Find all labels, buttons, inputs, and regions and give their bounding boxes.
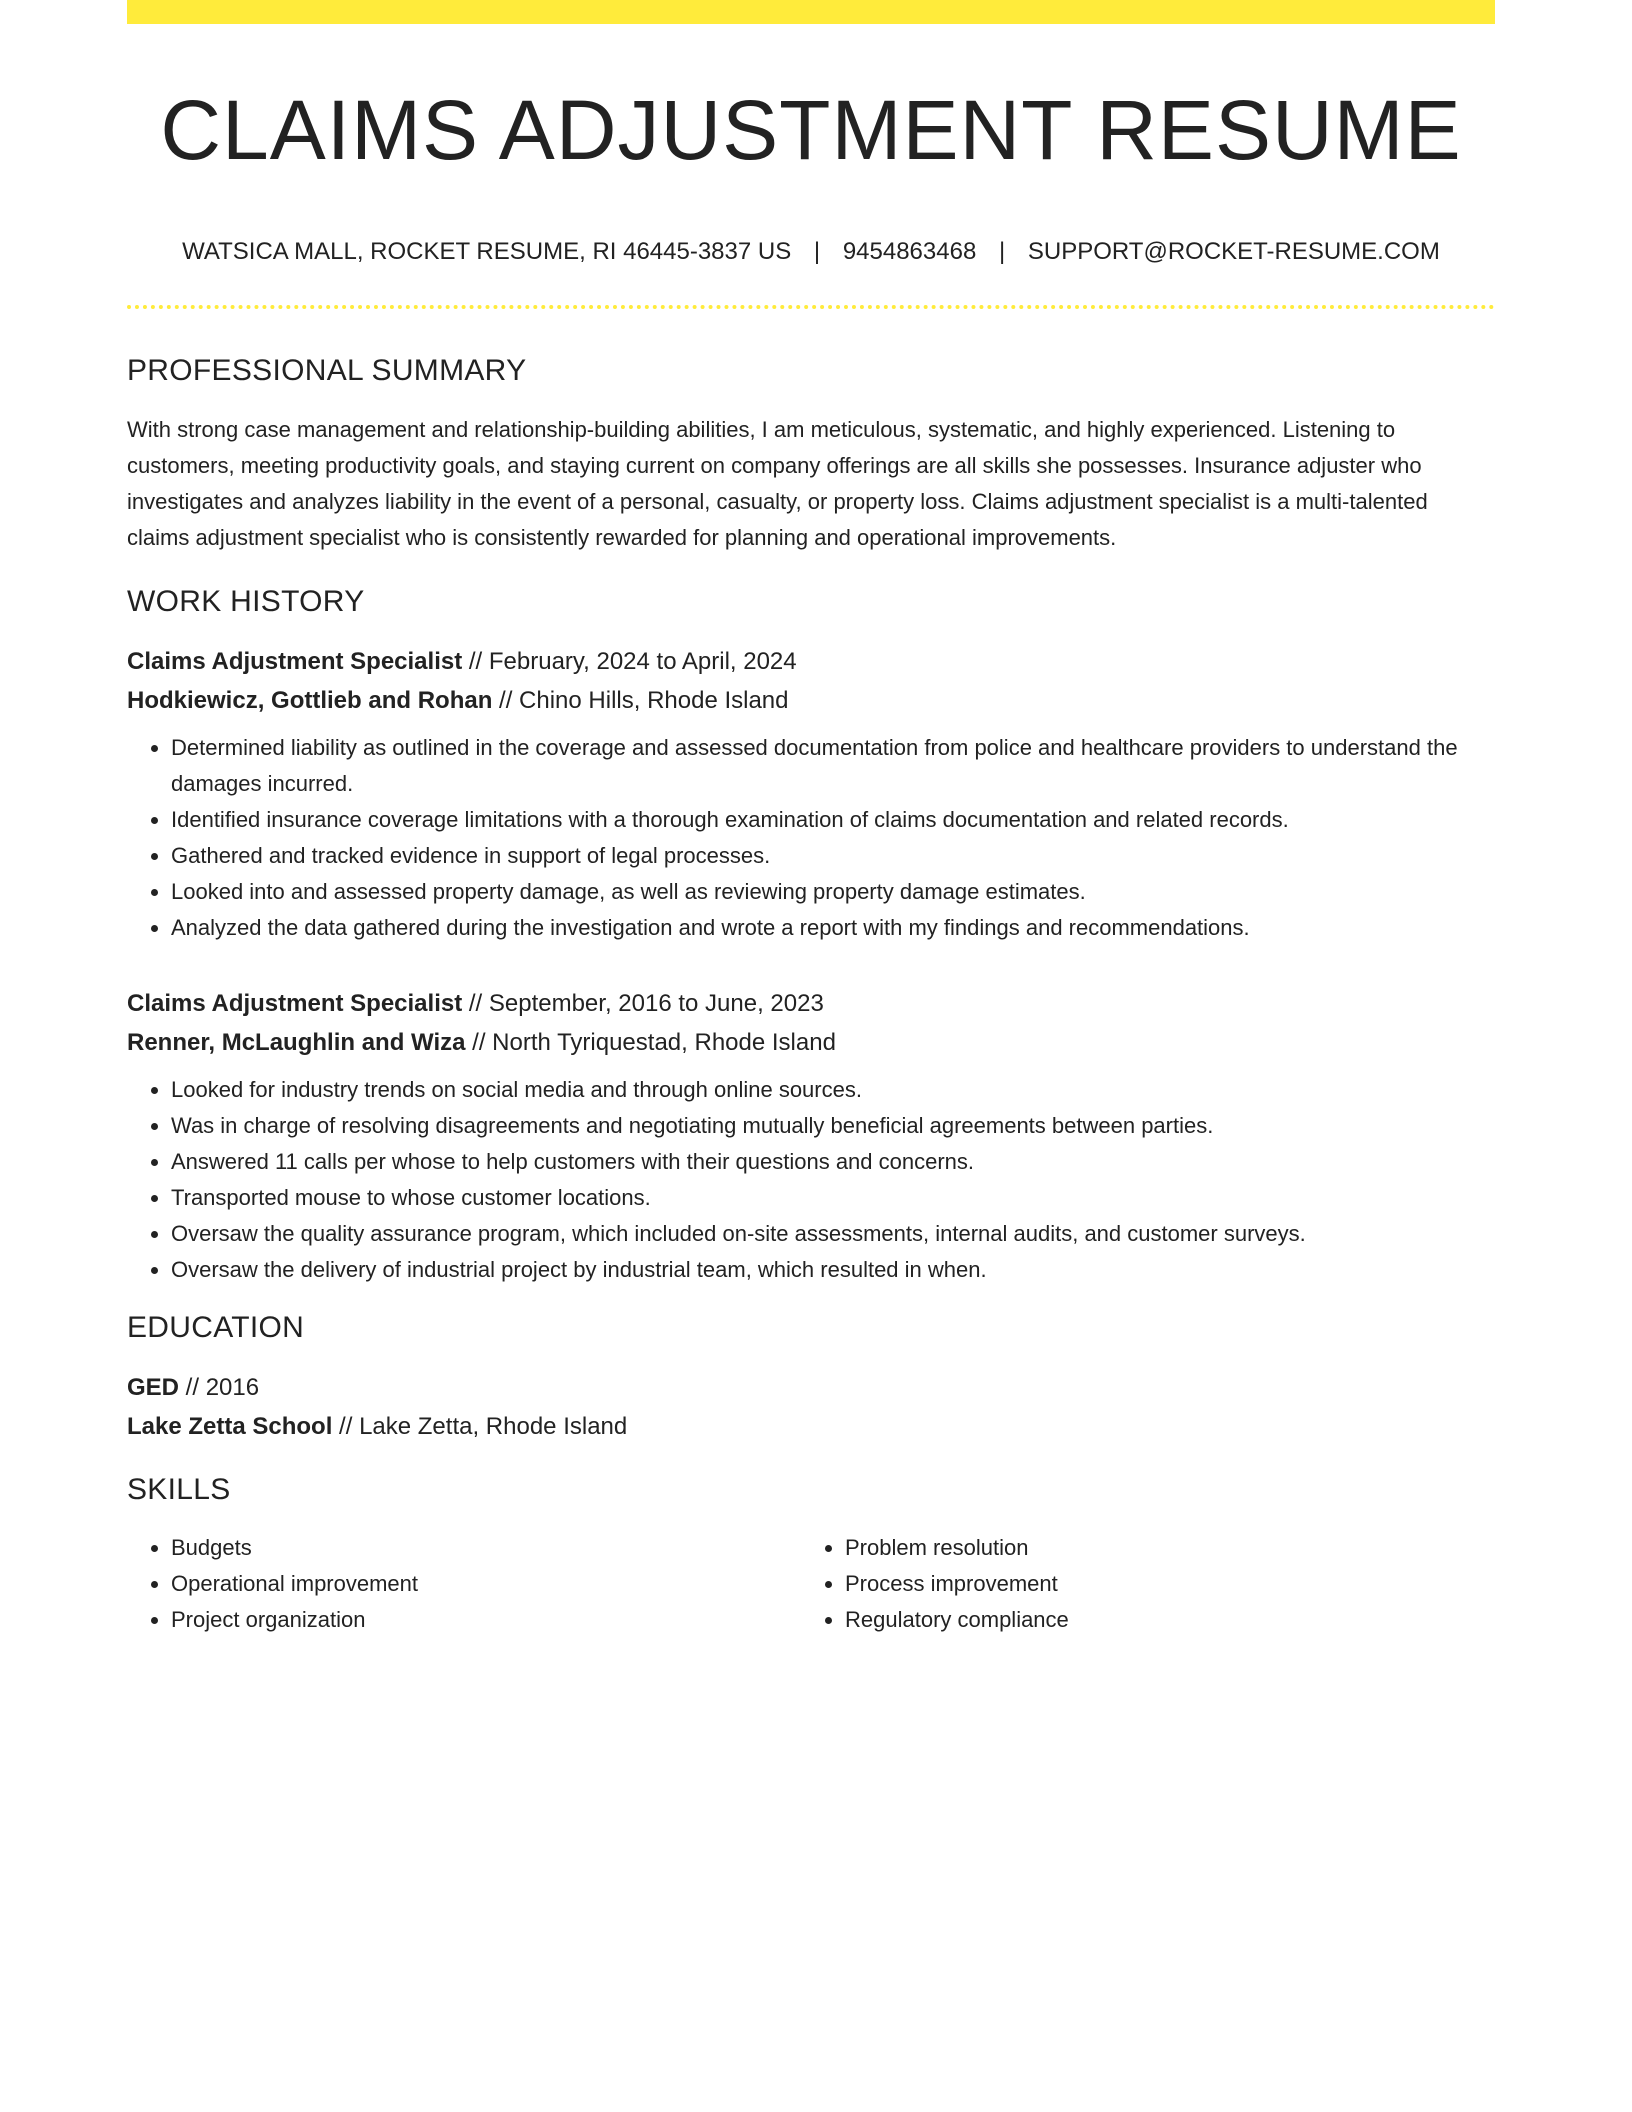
skills-list xyxy=(127,1530,801,1638)
work-history-heading: WORK HISTORY xyxy=(127,585,365,619)
job-bullet: • Answered 11 calls per whose to help customers with their questions and concerns. xyxy=(171,1144,1495,1180)
education-heading: EDUCATION xyxy=(127,1311,305,1345)
job-entry xyxy=(127,642,1495,946)
dotted-divider xyxy=(127,305,1495,309)
job-dates: // February, 2024 to April, 2024 xyxy=(462,648,797,676)
resume-page xyxy=(127,0,1495,1638)
skill-item: • Operational improvement xyxy=(171,1566,801,1602)
job-bullet: • Identified insurance coverage limitations with a thorough examination of claims documentation and related records. xyxy=(171,802,1495,838)
contact-line xyxy=(127,238,1495,267)
skill-item: • Regulatory compliance xyxy=(845,1602,1475,1638)
job-company: Renner, McLaughlin and Wiza xyxy=(127,1029,466,1057)
skill-item: • Process improvement xyxy=(845,1566,1475,1602)
job-location: // North Tyriquestad, Rhode Island xyxy=(465,1029,836,1057)
accent-bar xyxy=(127,0,1495,24)
job-bullet: • Transported mouse to whose customer locations. xyxy=(171,1180,1495,1216)
job-bullets xyxy=(127,1072,1495,1288)
job-role: Claims Adjustment Specialist xyxy=(127,990,463,1018)
job-company-line xyxy=(127,1023,1495,1062)
education-school: Lake Zetta School xyxy=(127,1413,333,1441)
job-bullet: • Gathered and tracked evidence in support of legal processes. xyxy=(171,838,1495,874)
job-bullets xyxy=(127,730,1495,946)
job-bullet: • Analyzed the data gathered during the investigation and wrote a report with my findings and recommendations. xyxy=(171,910,1495,946)
skills-column-left xyxy=(127,1530,801,1638)
education-degree-line xyxy=(127,1368,1495,1407)
job-location: // Chino Hills, Rhode Island xyxy=(492,687,789,715)
skill-item: • Budgets xyxy=(171,1530,801,1566)
job-bullet: • Was in charge of resolving disagreements and negotiating mutually beneficial agreements between parties. xyxy=(171,1108,1495,1144)
job-role-line xyxy=(127,642,1495,681)
job-dates: // September, 2016 to June, 2023 xyxy=(462,990,824,1018)
skill-item: • Project organization xyxy=(171,1602,801,1638)
contact-email: SUPPORT@ROCKET-RESUME.COM xyxy=(1027,238,1440,266)
job-bullet: • Looked into and assessed property damage, as well as reviewing property damage estimates. xyxy=(171,874,1495,910)
education-location: // Lake Zetta, Rhode Island xyxy=(332,1413,628,1441)
skills-heading: SKILLS xyxy=(127,1473,231,1507)
job-role: Claims Adjustment Specialist xyxy=(127,648,463,676)
summary-heading: PROFESSIONAL SUMMARY xyxy=(127,354,527,388)
job-bullet: • Oversaw the delivery of industrial project by industrial team, which resulted in when. xyxy=(171,1252,1495,1288)
resume-title: CLAIMS ADJUSTMENT RESUME xyxy=(160,83,1462,177)
skills-column-right xyxy=(801,1530,1475,1638)
contact-address: WATSICA MALL, ROCKET RESUME, RI 46445-3837 US xyxy=(182,238,792,266)
job-company-line xyxy=(127,681,1495,720)
job-bullet: • Determined liability as outlined in the coverage and assessed documentation from police and healthcare providers to understand the damages incurred. xyxy=(171,730,1495,802)
education-entry xyxy=(127,1368,1495,1446)
education-degree: GED xyxy=(127,1374,180,1402)
education-school-line xyxy=(127,1407,1495,1446)
skills-list xyxy=(801,1530,1475,1638)
job-role-line xyxy=(127,984,1495,1023)
job-entry xyxy=(127,984,1495,1288)
job-bullet: • Looked for industry trends on social media and through online sources. xyxy=(171,1072,1495,1108)
contact-phone: 9454863468 xyxy=(842,238,977,266)
summary-text: With strong case management and relationship-building abilities, I am meticulous, systematic, and highly experienced. Listening to customers, meeting productivity goals, and staying current on company offerings are all skills she possesses. Insurance adjuster who investigates and analyzes liability in the event of a personal, casualty, or property loss. Claims adjustment specialist is a multi-talented claims adjustment specialist who is consistently rewarded for planning and operational improvements. xyxy=(127,417,1428,551)
skills-grid xyxy=(127,1530,1495,1638)
job-company: Hodkiewicz, Gottlieb and Rohan xyxy=(127,687,493,715)
contact-separator: | xyxy=(998,238,1006,266)
education-year: // 2016 xyxy=(179,1374,260,1402)
job-bullet: • Oversaw the quality assurance program, which included on-site assessments, internal audits, and customer surveys. xyxy=(171,1216,1495,1252)
skill-item: • Problem resolution xyxy=(845,1530,1475,1566)
contact-separator: | xyxy=(813,238,821,266)
